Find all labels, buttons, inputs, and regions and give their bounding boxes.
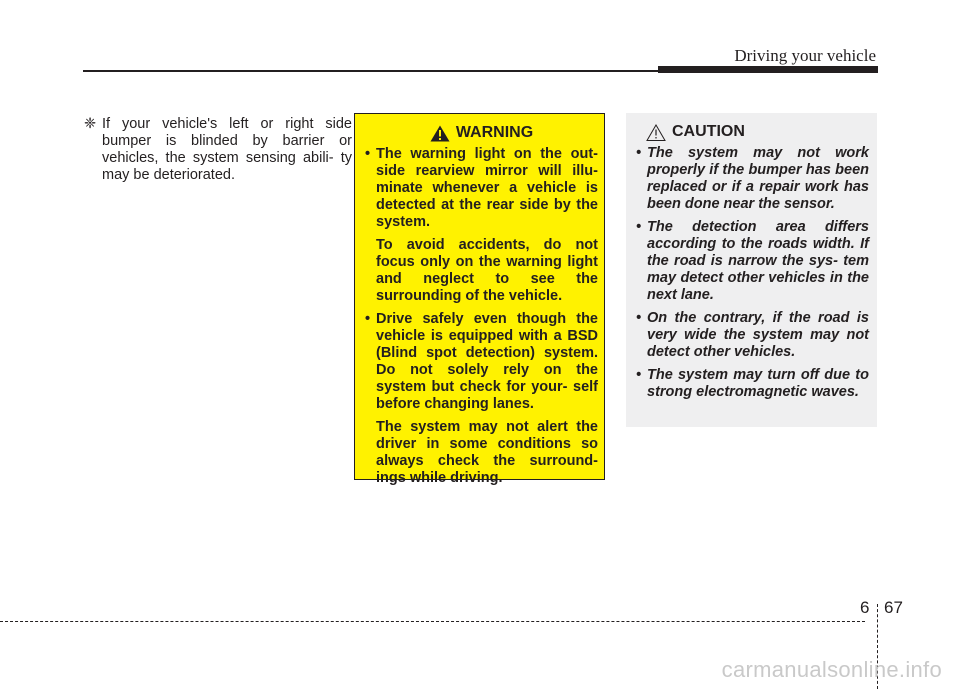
- caution-list: [636, 145, 869, 401]
- caution-text: The system may turn off due to strong electromagnetic waves.: [647, 367, 869, 400]
- caution-item: [636, 145, 869, 213]
- warning-list: [365, 146, 598, 487]
- caution-item: [636, 219, 869, 304]
- bullet: •: [365, 146, 371, 162]
- chapter-number: 6: [860, 598, 870, 617]
- warning-paragraph: The warning light on the out- side rearview mirror will illu- minate whenever a vehicle is detected at the rear side by the system.: [376, 146, 598, 230]
- page-number: 67: [884, 598, 903, 617]
- bullet: •: [636, 145, 642, 161]
- caution-box: [626, 113, 877, 427]
- caution-triangle-icon: [646, 124, 666, 141]
- bullet: •: [636, 367, 642, 383]
- warning-box: [354, 113, 605, 486]
- caution-text: The system may not work properly if the bumper has been replaced or if a repair work has been done near the sensor.: [647, 145, 869, 212]
- watermark: carmanualsonline.info: [721, 657, 942, 682]
- bullet: •: [365, 311, 371, 327]
- footnote: [84, 116, 352, 184]
- footer-rule: [0, 621, 865, 622]
- caution-item: [636, 367, 869, 401]
- footnote-mark: ❈: [84, 116, 97, 132]
- warning-triangle-icon: [430, 125, 450, 142]
- warning-paragraph: Drive safely even though the vehicle is equipped with a BSD (Blind spot detection) system. Do not solely rely on the system but check for your- self before changing lanes.: [376, 311, 598, 412]
- warning-paragraph: To avoid accidents, do not focus only on the warning light and neglect to see the surrounding of the vehicle.: [376, 237, 598, 304]
- caution-title: CAUTION: [672, 123, 745, 140]
- footnote-text: If your vehicle's left or right side bumper is blinded by barrier or vehicles, the system sensing abili- ty may be deteriorated.: [102, 116, 352, 183]
- warning-title: WARNING: [455, 124, 534, 141]
- caution-heading: [646, 123, 869, 141]
- warning-item: [365, 311, 598, 487]
- bullet: •: [636, 219, 642, 235]
- caution-text: On the contrary, if the road is very wide the system may not detect other vehicles.: [647, 310, 869, 360]
- warning-paragraph: The system may not alert the driver in some conditions so always check the surround- ings while driving.: [376, 419, 598, 486]
- header-rule-accent: [658, 66, 878, 73]
- section-title: Driving your vehicle: [734, 46, 876, 65]
- caution-text: The detection area differs according to the roads width. If the road is narrow the sys- tem may detect other vehicles in the next lane.: [647, 219, 869, 303]
- bullet: •: [636, 310, 642, 326]
- warning-heading: [365, 124, 598, 142]
- caution-item: [636, 310, 869, 361]
- warning-item: [365, 146, 598, 305]
